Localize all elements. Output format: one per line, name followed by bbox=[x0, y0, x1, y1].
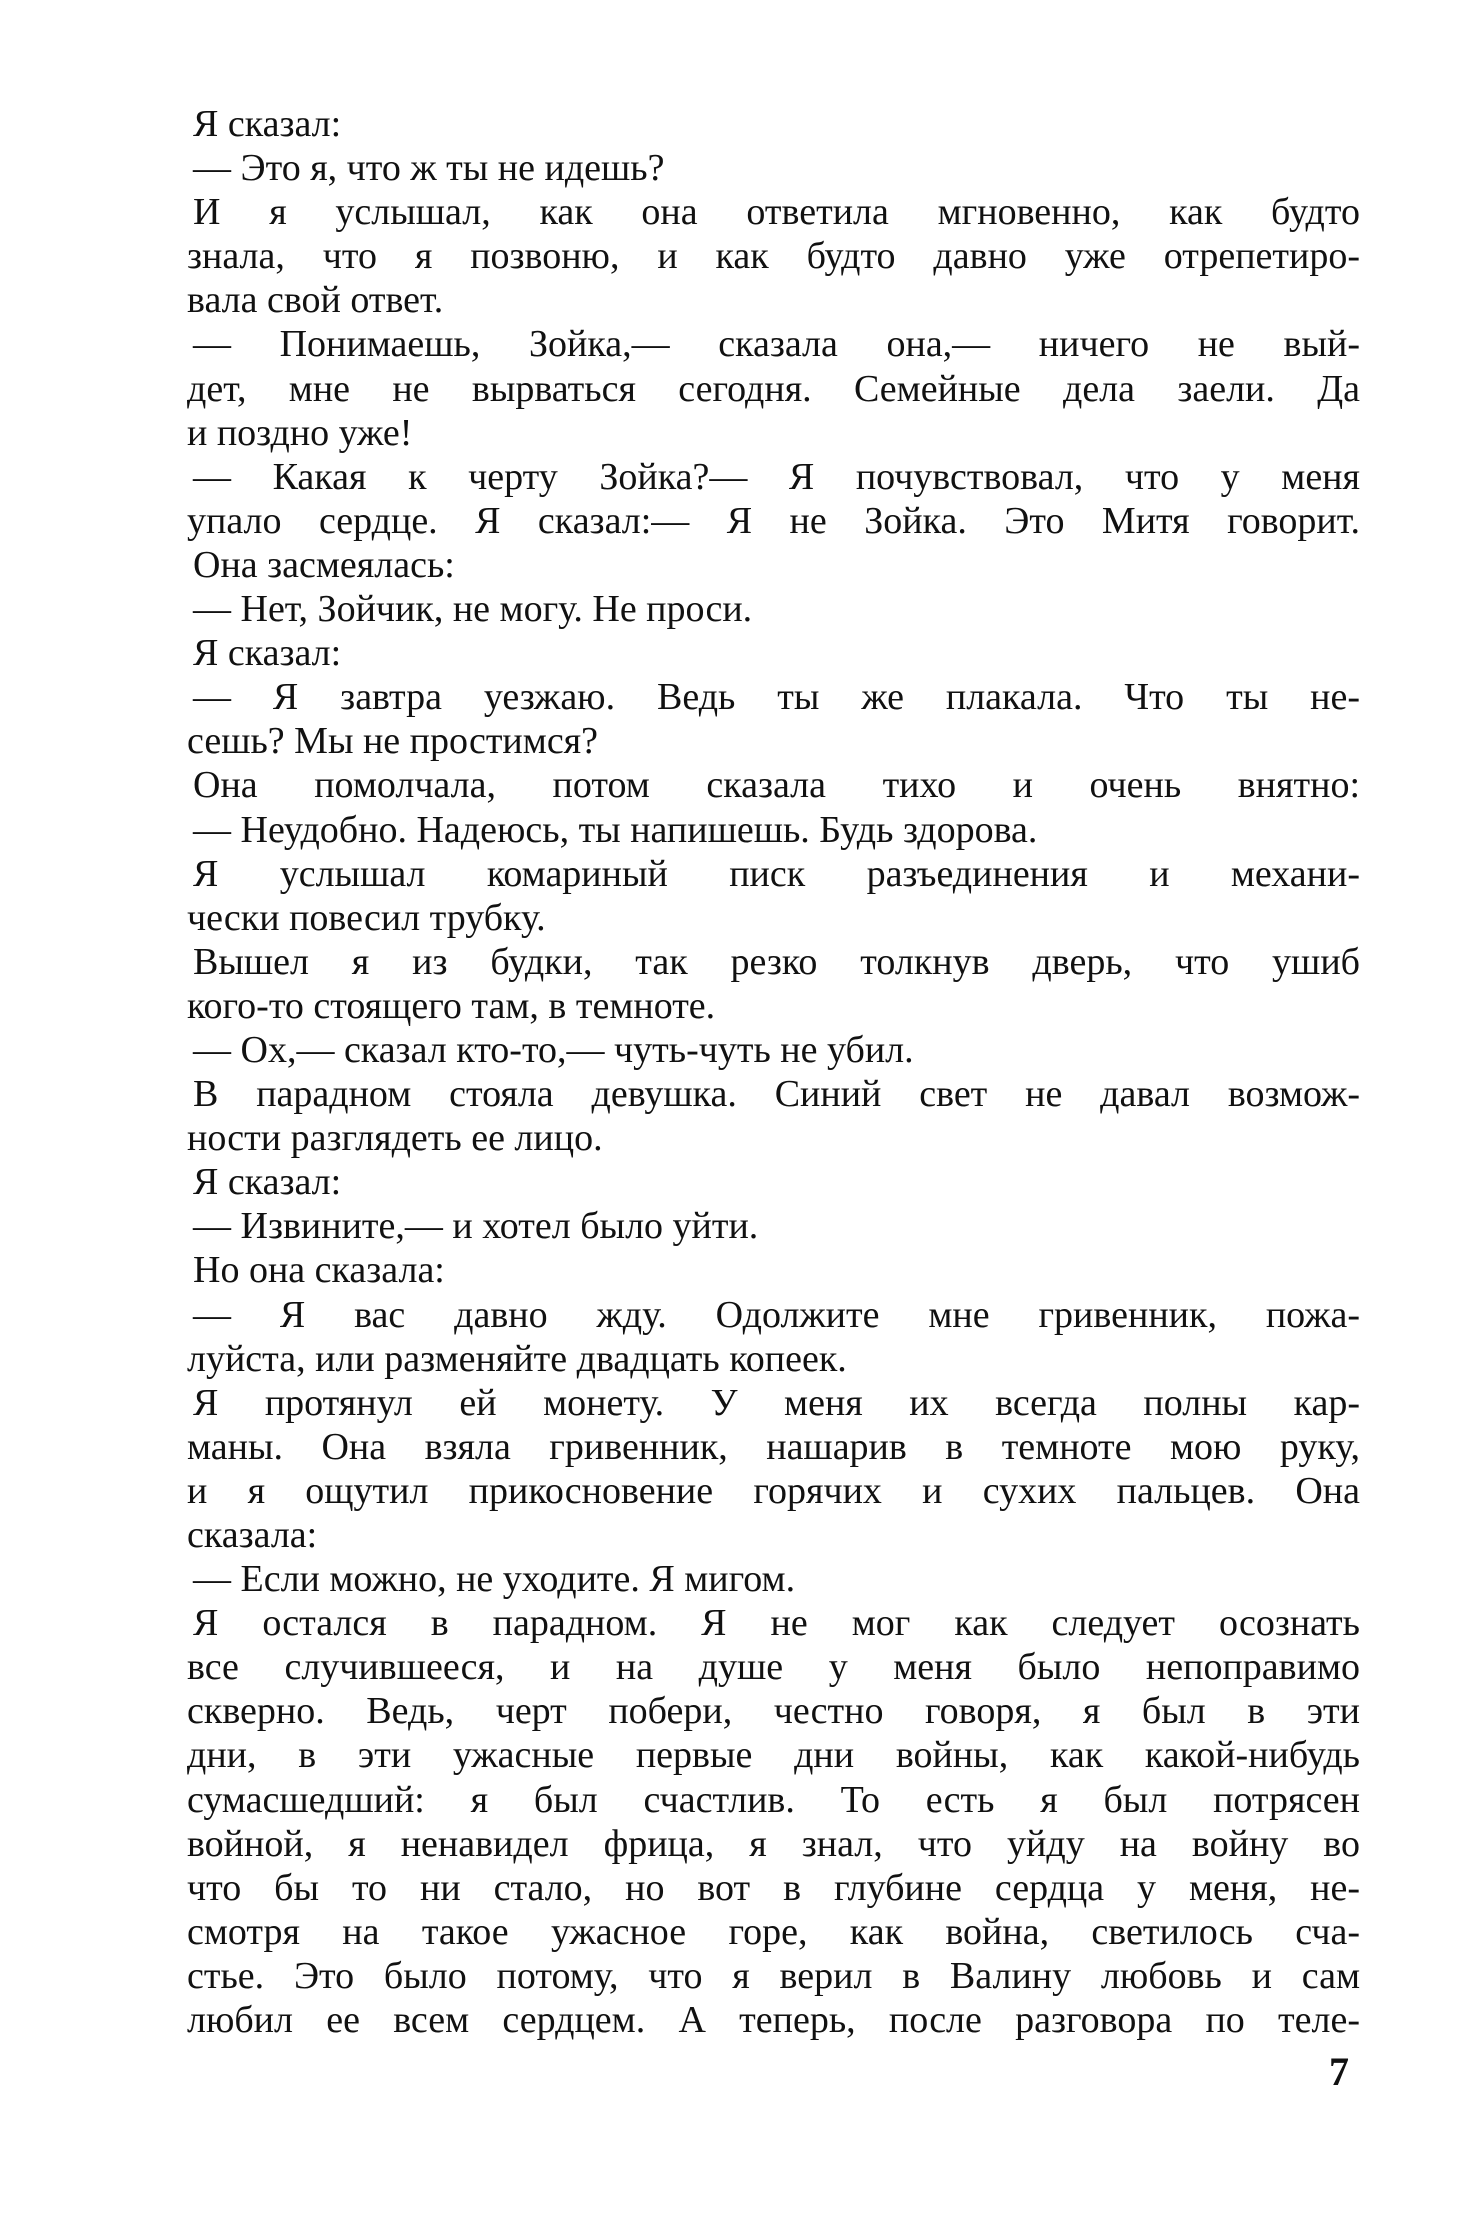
text-line: И я услышал, как она ответила мгновенно, как будто bbox=[193, 191, 1360, 234]
text-line: сешь? Мы не простимся? bbox=[187, 720, 599, 763]
text-line: — Это я, что ж ты не идешь? bbox=[193, 147, 665, 190]
text-line: Я остался в парадном. Я не мог как следует осознать bbox=[193, 1602, 1360, 1645]
text-line: Вышел я из будки, так резко толкнув дверь, что ушиб bbox=[193, 940, 1360, 983]
text-line: — Я завтра уезжаю. Ведь ты же плакала. Что ты не- bbox=[193, 676, 1360, 719]
text-line: дни, в эти ужасные первые дни войны, как какой-нибудь bbox=[187, 1734, 1360, 1777]
text-line: все случившееся, и на душе у меня было непоправимо bbox=[187, 1646, 1360, 1689]
text-line: вала свой ответ. bbox=[187, 279, 444, 322]
text-line: Но она сказала: bbox=[193, 1249, 445, 1292]
text-line: кого-то стоящего там, в темноте. bbox=[187, 984, 716, 1027]
text-line: Она засмеялась: bbox=[193, 543, 455, 586]
text-line: Я протянул ей монету. У меня их всегда полны кар- bbox=[193, 1381, 1360, 1424]
text-line: — Нет, Зойчик, не могу. Не проси. bbox=[193, 588, 753, 631]
text-line: дет, мне не вырваться сегодня. Семейные дела заели. Да bbox=[187, 367, 1360, 410]
text-line: Я сказал: bbox=[193, 1161, 342, 1204]
text-line: — Если можно, не уходите. Я мигом. bbox=[193, 1558, 796, 1601]
text-line: сказала: bbox=[187, 1514, 318, 1556]
text-line: луйста, или разменяйте двадцать копеек. bbox=[187, 1337, 847, 1380]
text-line: сумасшедший: я был счастлив. То есть я был потрясен bbox=[187, 1778, 1360, 1821]
text-line: что бы то ни стало, но вот в глубине сердца у меня, не- bbox=[187, 1866, 1360, 1909]
text-line: Я сказал: bbox=[193, 103, 342, 145]
body-text bbox=[187, 102, 1360, 2042]
text-line: войной, я ненавидел фрица, я знал, что уйду на войну во bbox=[187, 1822, 1360, 1865]
text-line: чески повесил трубку. bbox=[187, 896, 546, 939]
text-line: — Какая к черту Зойка?— Я почувствовал, что у меня bbox=[193, 455, 1360, 498]
text-line: маны. Она взяла гривенник, нашарив в темноте мою руку, bbox=[187, 1425, 1360, 1468]
text-line: Она помолчала, потом сказала тихо и очень внятно: bbox=[193, 764, 1360, 807]
text-line: стье. Это было потому, что я верил в Валину любовь и сам bbox=[187, 1954, 1360, 1997]
text-line: смотря на такое ужасное горе, как война, светилось сча- bbox=[187, 1910, 1360, 1953]
text-line: знала, что я позвоню, и как будто давно уже отрепетиро- bbox=[187, 235, 1360, 278]
text-line: — Я вас давно жду. Одолжите мне гривенник, пожа- bbox=[193, 1293, 1360, 1336]
text-line: Я сказал: bbox=[193, 632, 342, 675]
text-line: и я ощутил прикосновение горячих и сухих пальцев. Она bbox=[187, 1469, 1360, 1512]
text-line: — Извините,— и хотел было уйти. bbox=[193, 1205, 759, 1248]
text-line: В парадном стояла девушка. Синий свет не давал возмож- bbox=[193, 1073, 1360, 1116]
text-line: упало сердце. Я сказал:— Я не Зойка. Это Митя говорит. bbox=[187, 499, 1360, 542]
text-line: ности разглядеть ее лицо. bbox=[187, 1117, 603, 1160]
text-line: скверно. Ведь, черт побери, честно говоря, я был в эти bbox=[187, 1690, 1360, 1733]
text-line: — Ох,— сказал кто-то,— чуть-чуть не убил. bbox=[193, 1028, 914, 1071]
page-number: 7 bbox=[1329, 2049, 1349, 2094]
text-line: — Понимаешь, Зойка,— сказала она,— ничего не вый- bbox=[193, 323, 1360, 366]
text-line: — Неудобно. Надеюсь, ты напишешь. Будь здорова. bbox=[193, 808, 1038, 851]
text-line: любил ее всем сердцем. А теперь, после разговора по теле- bbox=[187, 1999, 1360, 2042]
text-line: и поздно уже! bbox=[187, 411, 413, 454]
text-line: Я услышал комариный писк разъединения и механи- bbox=[193, 852, 1360, 895]
